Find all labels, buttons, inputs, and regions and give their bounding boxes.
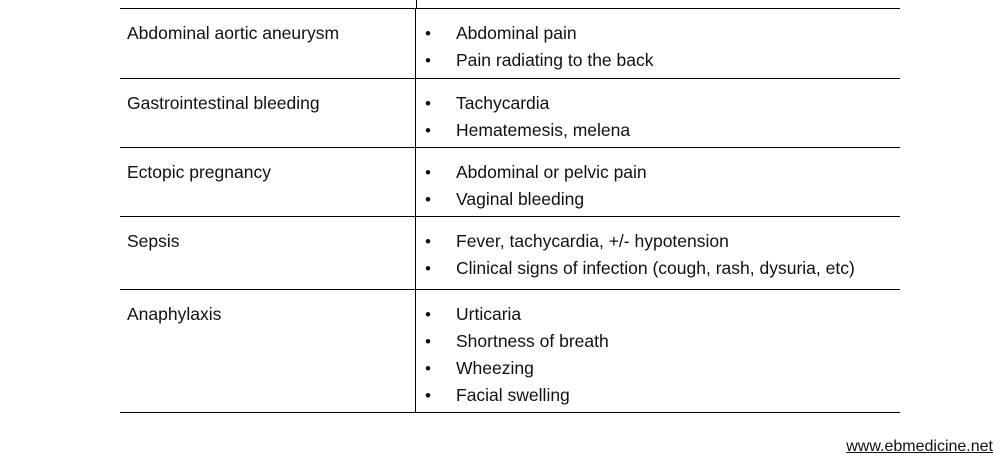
list-item: • Clinical signs of infection (cough, rash, dysuria, etc) — [416, 255, 900, 282]
table-top-border — [120, 0, 900, 9]
list-item: • Tachycardia — [416, 90, 900, 117]
signs-list — [416, 148, 900, 216]
table-row — [120, 79, 900, 148]
list-item: • Abdominal or pelvic pain — [416, 159, 900, 186]
signs-list — [416, 290, 900, 412]
list-item: • Fever, tachycardia, +/- hypotension — [416, 228, 900, 255]
list-item: • Vaginal bleeding — [416, 186, 900, 213]
list-item: • Abdominal pain — [416, 20, 900, 47]
table-row — [120, 290, 900, 413]
signs-list — [416, 79, 900, 147]
list-item: • Pain radiating to the back — [416, 47, 900, 74]
table-row — [120, 217, 900, 290]
list-item: • Wheezing — [416, 355, 900, 382]
list-item: • Facial swelling — [416, 382, 900, 409]
list-item: • Shortness of breath — [416, 328, 900, 355]
table-row — [120, 148, 900, 217]
condition-cell: Anaphylaxis — [120, 290, 416, 412]
list-item: • Urticaria — [416, 301, 900, 328]
condition-cell: Sepsis — [120, 217, 416, 289]
condition-cell: Gastrointestinal bleeding — [120, 79, 416, 147]
condition-cell: Ectopic pregnancy — [120, 148, 416, 216]
website-link[interactable]: www.ebmedicine.net — [846, 438, 993, 455]
table-row — [120, 9, 900, 79]
condition-cell: Abdominal aortic aneurysm — [120, 9, 416, 78]
list-item: • Hematemesis, melena — [416, 117, 900, 144]
signs-list — [416, 217, 900, 289]
conditions-table — [120, 0, 900, 413]
signs-list — [416, 9, 900, 78]
